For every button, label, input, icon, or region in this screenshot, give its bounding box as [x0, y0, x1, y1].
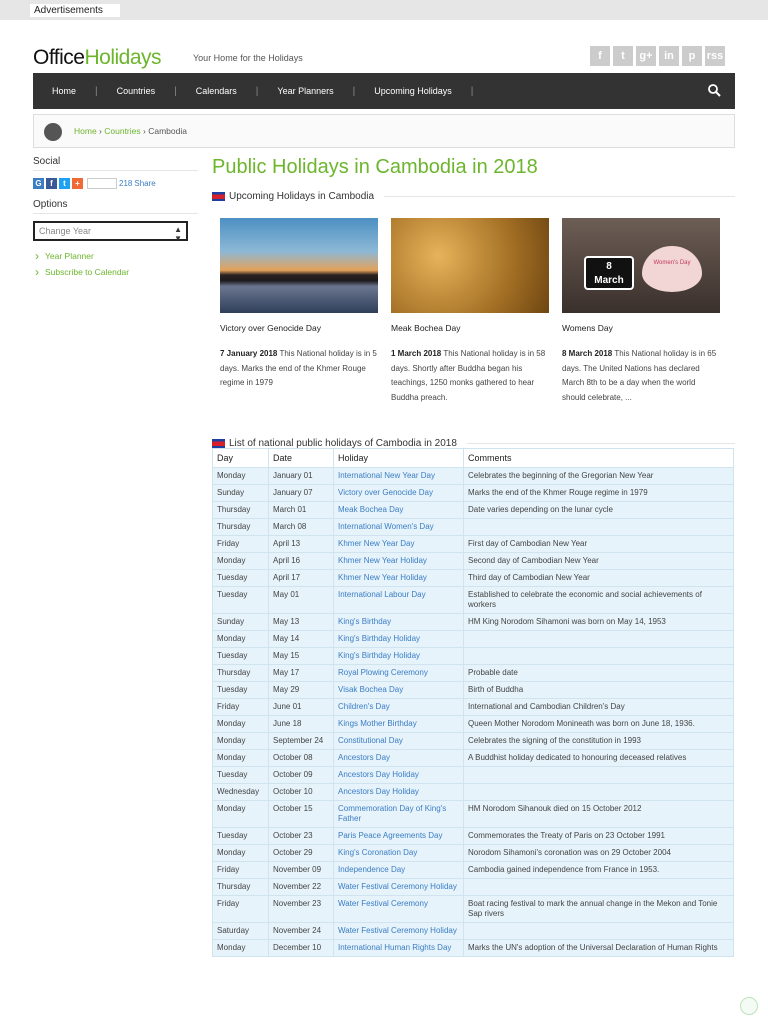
- table-row: [213, 502, 734, 519]
- site-logo[interactable]: [33, 46, 161, 70]
- share-count: 218: [119, 179, 133, 188]
- nav-separator: |: [255, 85, 259, 97]
- cell-date: December 10: [269, 940, 334, 957]
- table-row: [213, 716, 734, 733]
- divider: [467, 443, 735, 444]
- cell-date: March 08: [269, 519, 334, 536]
- table-row: [213, 750, 734, 767]
- change-year-value: Change Year: [39, 226, 92, 236]
- table-row: [213, 923, 734, 940]
- cell-date: November 09: [269, 862, 334, 879]
- cell-holiday[interactable]: International Women's Day: [334, 519, 464, 536]
- cambodia-flag-icon: [212, 439, 225, 448]
- cell-date: November 23: [269, 896, 334, 923]
- globe-icon: [44, 123, 62, 141]
- card-description: [562, 347, 720, 405]
- cell-date: October 23: [269, 828, 334, 845]
- cell-comment: [464, 767, 734, 784]
- shield-icon[interactable]: [740, 997, 758, 1015]
- cell-comment: Commemorates the Treaty of Paris on 23 October 1991: [464, 828, 734, 845]
- main-nav: [33, 73, 735, 109]
- social-icons: [590, 46, 725, 66]
- nav-upcoming-holidays[interactable]: Upcoming Holidays: [374, 86, 452, 96]
- cell-comment: [464, 519, 734, 536]
- cell-date: April 17: [269, 570, 334, 587]
- social-heading: Social: [33, 156, 198, 171]
- year-planner-link[interactable]: › Year Planner: [33, 251, 198, 261]
- nav-home[interactable]: Home: [52, 86, 77, 96]
- cell-holiday[interactable]: International Human Rights Day: [334, 940, 464, 957]
- cell-day: Sunday: [213, 614, 269, 631]
- holidays-table: [212, 448, 734, 957]
- cell-date: November 24: [269, 923, 334, 940]
- cell-comment: Queen Mother Norodom Monineath was born on June 18, 1936.: [464, 716, 734, 733]
- pinterest-icon[interactable]: p: [682, 46, 702, 66]
- table-row: [213, 553, 734, 570]
- logo-holidays: Holidays: [84, 46, 162, 69]
- breadcrumb-current: Cambodia: [148, 126, 187, 136]
- cell-comment: International and Cambodian Children's Day: [464, 699, 734, 716]
- sidebar: [33, 156, 198, 283]
- cell-day: Monday: [213, 940, 269, 957]
- cell-holiday[interactable]: Khmer New Year Day: [334, 536, 464, 553]
- table-row: [213, 845, 734, 862]
- cell-holiday[interactable]: Ancestors Day Holiday: [334, 784, 464, 801]
- upcoming-heading-text: Upcoming Holidays in Cambodia: [229, 191, 375, 202]
- nav-calendars[interactable]: Calendars: [195, 86, 237, 96]
- google-share-icon[interactable]: G: [33, 178, 44, 189]
- upcoming-cards: [212, 218, 735, 408]
- cell-comment: Norodom Sihamoni's coronation was on 29 October 2004: [464, 845, 734, 862]
- tag-day: 8: [606, 261, 612, 272]
- cell-day: Monday: [213, 750, 269, 767]
- cell-holiday[interactable]: King's Birthday Holiday: [334, 631, 464, 648]
- facebook-share-icon[interactable]: f: [46, 178, 57, 189]
- cell-date: January 01: [269, 468, 334, 485]
- buddha-statues-image[interactable]: [391, 218, 549, 313]
- tag-month: March: [594, 275, 624, 286]
- logo-office: Office: [33, 46, 85, 69]
- cell-date: May 29: [269, 682, 334, 699]
- cell-day: Tuesday: [213, 570, 269, 587]
- cell-holiday[interactable]: Commemoration Day of King's Father: [334, 801, 464, 828]
- nav-year-planners[interactable]: Year Planners: [277, 86, 334, 96]
- cell-comment: Marks the end of the Khmer Rouge regime in 1979: [464, 485, 734, 502]
- cell-comment: [464, 648, 734, 665]
- cell-holiday[interactable]: Visak Bochea Day: [334, 682, 464, 699]
- table-row: [213, 648, 734, 665]
- table-row: [213, 784, 734, 801]
- table-body: [213, 468, 734, 957]
- cell-day: Tuesday: [213, 648, 269, 665]
- nav-separator: |: [95, 85, 98, 97]
- cell-date: October 08: [269, 750, 334, 767]
- cell-holiday[interactable]: Royal Plowing Ceremony: [334, 665, 464, 682]
- cell-date: October 15: [269, 801, 334, 828]
- card-date: 7 January 2018: [220, 349, 278, 358]
- card-date: 8 March 2018: [562, 349, 613, 358]
- cell-holiday[interactable]: Khmer New Year Holiday: [334, 553, 464, 570]
- card-title[interactable]: Meak Bochea Day: [391, 323, 461, 333]
- cell-holiday[interactable]: Khmer New Year Holiday: [334, 570, 464, 587]
- card-text: This National holiday is in 65 days. The United Nations has declared March 8th to be a day when the world should celebrate, ...: [562, 349, 717, 402]
- cell-date: June 01: [269, 699, 334, 716]
- cell-comment: HM Norodom Sihanouk died on 15 October 2012: [464, 801, 734, 828]
- breadcrumb-bar: [33, 114, 735, 148]
- page-title: Public Holidays in Cambodia in 2018: [212, 156, 538, 178]
- twitter-share-icon[interactable]: t: [59, 178, 70, 189]
- cell-comment: First day of Cambodian New Year: [464, 536, 734, 553]
- rss-icon[interactable]: rss: [705, 46, 725, 66]
- cell-holiday[interactable]: International New Year Day: [334, 468, 464, 485]
- cell-holiday[interactable]: Independence Day: [334, 862, 464, 879]
- cell-day: Wednesday: [213, 784, 269, 801]
- divider: [384, 196, 735, 197]
- table-row: [213, 682, 734, 699]
- cell-day: Tuesday: [213, 767, 269, 784]
- angkor-wat-image[interactable]: [220, 218, 378, 313]
- table-row: [213, 879, 734, 896]
- cell-date: October 29: [269, 845, 334, 862]
- cell-date: May 14: [269, 631, 334, 648]
- cell-day: Saturday: [213, 923, 269, 940]
- cell-day: Monday: [213, 553, 269, 570]
- google-plus-icon[interactable]: g+: [636, 46, 656, 66]
- breadcrumb-countries[interactable]: Countries: [104, 126, 141, 136]
- cell-comment: Birth of Buddha: [464, 682, 734, 699]
- cell-date: January 07: [269, 485, 334, 502]
- cell-date: October 09: [269, 767, 334, 784]
- cell-holiday[interactable]: Victory over Genocide Day: [334, 485, 464, 502]
- cell-day: Monday: [213, 468, 269, 485]
- nav-separator: |: [174, 85, 177, 97]
- cell-holiday[interactable]: Meak Bochea Day: [334, 502, 464, 519]
- cell-date: September 24: [269, 733, 334, 750]
- cell-comment: [464, 923, 734, 940]
- cell-holiday[interactable]: Children's Day: [334, 699, 464, 716]
- table-row: [213, 485, 734, 502]
- table-row: [213, 862, 734, 879]
- cell-holiday[interactable]: Water Festival Ceremony Holiday: [334, 879, 464, 896]
- table-row: [213, 801, 734, 828]
- table-row: [213, 631, 734, 648]
- table-row: [213, 699, 734, 716]
- cell-day: Thursday: [213, 502, 269, 519]
- cell-day: Monday: [213, 631, 269, 648]
- cell-day: Monday: [213, 801, 269, 828]
- cell-comment: [464, 631, 734, 648]
- col-comments: Comments: [464, 449, 734, 468]
- holiday-card[interactable]: [391, 218, 549, 405]
- breadcrumb: Home › Countries › Cambodia: [74, 126, 187, 136]
- change-year-select[interactable]: [33, 221, 188, 241]
- cell-day: Tuesday: [213, 682, 269, 699]
- table-row: [213, 828, 734, 845]
- cell-date: May 17: [269, 665, 334, 682]
- march-tag: [584, 256, 634, 290]
- ad-label: Advertisements: [30, 4, 120, 17]
- cell-comment: Second day of Cambodian New Year: [464, 553, 734, 570]
- cell-date: May 15: [269, 648, 334, 665]
- table-row: [213, 733, 734, 750]
- cell-day: Monday: [213, 716, 269, 733]
- cell-day: Tuesday: [213, 828, 269, 845]
- twitter-icon[interactable]: t: [613, 46, 633, 66]
- cell-comment: [464, 879, 734, 896]
- col-holiday: Holiday: [334, 449, 464, 468]
- share-count-box: [87, 178, 117, 189]
- cell-holiday[interactable]: Kings Mother Birthday: [334, 716, 464, 733]
- share-label[interactable]: Share: [134, 179, 156, 188]
- cell-holiday[interactable]: King's Coronation Day: [334, 845, 464, 862]
- subscribe-calendar-link[interactable]: › Subscribe to Calendar: [33, 267, 198, 277]
- card-text: This National holiday is in 5 days. Marks the end of the Khmer Rouge regime in 1979: [220, 349, 377, 387]
- cell-day: Monday: [213, 845, 269, 862]
- share-row: [33, 178, 198, 189]
- cell-holiday[interactable]: Water Festival Ceremony: [334, 896, 464, 923]
- table-header-row: [213, 449, 734, 468]
- cell-comment: Date varies depending on the lunar cycle: [464, 502, 734, 519]
- upcoming-heading: [212, 191, 735, 202]
- cell-holiday[interactable]: Water Festival Ceremony Holiday: [334, 923, 464, 940]
- table-row: [213, 767, 734, 784]
- cell-day: Friday: [213, 896, 269, 923]
- table-row: [213, 587, 734, 614]
- col-date: Date: [269, 449, 334, 468]
- card-description: [391, 347, 549, 405]
- cell-day: Thursday: [213, 879, 269, 896]
- cell-day: Sunday: [213, 485, 269, 502]
- table-row: [213, 614, 734, 631]
- add-share-icon[interactable]: +: [72, 178, 83, 189]
- cell-day: Friday: [213, 536, 269, 553]
- tagline: Your Home for the Holidays: [193, 53, 303, 63]
- table-row: [213, 665, 734, 682]
- card-text: This National holiday is in 58 days. Shortly after Buddha began his teachings, 1250 monks gathered to hear Buddha preach.: [391, 349, 546, 402]
- cell-holiday[interactable]: Ancestors Day Holiday: [334, 767, 464, 784]
- cell-date: June 18: [269, 716, 334, 733]
- card-date: 1 March 2018: [391, 349, 442, 358]
- heart-icon: Women's Day: [642, 246, 702, 292]
- womens-day-image[interactable]: [562, 218, 720, 313]
- card-title[interactable]: Victory over Genocide Day: [220, 323, 321, 333]
- cell-day: Friday: [213, 699, 269, 716]
- holiday-card[interactable]: [562, 218, 720, 405]
- cell-date: November 22: [269, 879, 334, 896]
- cell-comment: Celebrates the signing of the constitution in 1993: [464, 733, 734, 750]
- options-heading: Options: [33, 199, 198, 214]
- cell-comment: Probable date: [464, 665, 734, 682]
- cell-date: April 16: [269, 553, 334, 570]
- search-icon[interactable]: [707, 83, 721, 97]
- cell-comment: Established to celebrate the economic and social achievements of workers: [464, 587, 734, 614]
- cell-comment: Celebrates the beginning of the Gregorian New Year: [464, 468, 734, 485]
- cell-comment: A Buddhist holiday dedicated to honouring deceased relatives: [464, 750, 734, 767]
- cell-comment: HM King Norodom Sihamoni was born on May 14, 1953: [464, 614, 734, 631]
- col-day: Day: [213, 449, 269, 468]
- cell-comment: [464, 784, 734, 801]
- nav-separator: |: [352, 85, 356, 97]
- cell-day: Friday: [213, 862, 269, 879]
- cell-holiday[interactable]: Paris Peace Agreements Day: [334, 828, 464, 845]
- main-content: [212, 156, 735, 952]
- facebook-icon[interactable]: f: [590, 46, 610, 66]
- cell-day: Thursday: [213, 665, 269, 682]
- cell-date: May 13: [269, 614, 334, 631]
- card-description: [220, 347, 378, 391]
- cell-day: Tuesday: [213, 587, 269, 614]
- cambodia-flag-icon: [212, 192, 225, 201]
- cell-holiday[interactable]: King's Birthday: [334, 614, 464, 631]
- breadcrumb-home[interactable]: Home: [74, 126, 97, 136]
- cell-comment: Marks the UN's adoption of the Universal Declaration of Human Rights: [464, 940, 734, 957]
- cell-date: April 13: [269, 536, 334, 553]
- nav-separator: |: [470, 85, 474, 97]
- table-row: [213, 896, 734, 923]
- nav-countries[interactable]: Countries: [116, 86, 156, 96]
- cell-holiday[interactable]: King's Birthday Holiday: [334, 648, 464, 665]
- cell-date: March 01: [269, 502, 334, 519]
- card-title[interactable]: Womens Day: [562, 323, 613, 333]
- cell-holiday[interactable]: Ancestors Day: [334, 750, 464, 767]
- cell-comment: Cambodia gained independence from France in 1953.: [464, 862, 734, 879]
- cell-comment: Third day of Cambodian New Year: [464, 570, 734, 587]
- table-row: [213, 940, 734, 957]
- table-row: [213, 536, 734, 553]
- linkedin-icon[interactable]: in: [659, 46, 679, 66]
- cell-date: May 01: [269, 587, 334, 614]
- cell-holiday[interactable]: International Labour Day: [334, 587, 464, 614]
- cell-comment: Boat racing festival to mark the annual change in the Mekon and Tonie Sap rivers: [464, 896, 734, 923]
- cell-date: October 10: [269, 784, 334, 801]
- table-row: [213, 570, 734, 587]
- table-row: [213, 519, 734, 536]
- cell-day: Thursday: [213, 519, 269, 536]
- ad-bar: [0, 0, 768, 20]
- table-row: [213, 468, 734, 485]
- cell-holiday[interactable]: Constitutional Day: [334, 733, 464, 750]
- select-arrows-icon: ▲ ▼: [174, 225, 182, 243]
- list-heading-text: List of national public holidays of Cambodia in 2018: [229, 438, 457, 449]
- holiday-card[interactable]: [220, 218, 378, 391]
- cell-day: Monday: [213, 733, 269, 750]
